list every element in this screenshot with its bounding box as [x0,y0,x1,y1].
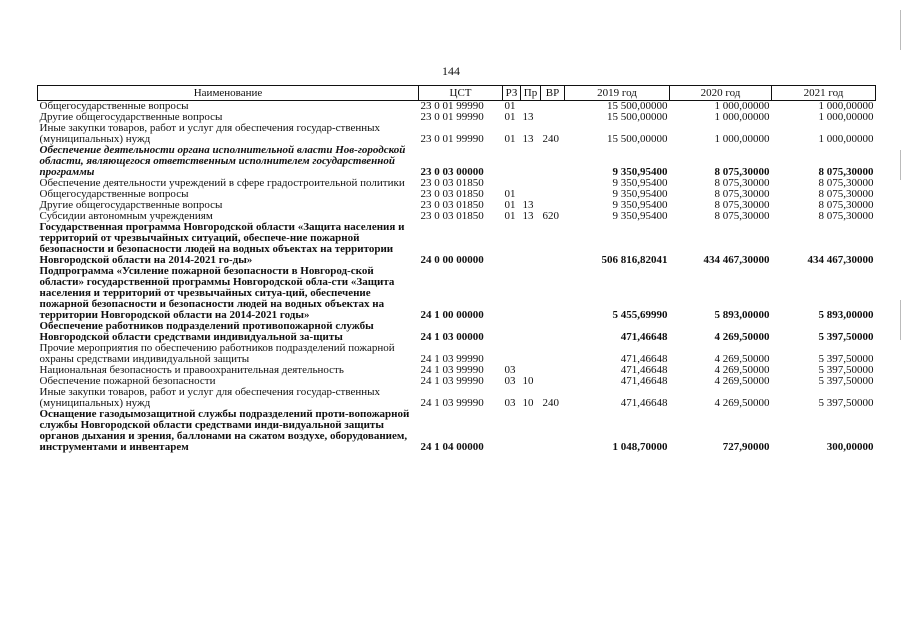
cell-2019: 9 350,95400 [612,210,668,222]
cell-2020: 1 000,00000 [714,100,770,112]
cell-name: Подпрограмма «Усиление пожарной безопасности в Новгород-ской области» государственной программы Новгородской обла-сти «Защита населения и территорий от чрезвычайных ситуа-ций, обеспечение пожарной безопасности и безопасности людей на водных объектах на территории Новгородской области на 2014-2021 годы» [39,265,395,321]
cell-vr [541,101,565,113]
table-row [38,409,876,453]
cell-vr [541,376,565,387]
cell-pr [521,343,541,365]
cell-cst: 23 0 01 99990 [420,133,484,145]
cell-2020: 8 075,30000 [714,210,770,222]
cell-2019: 471,46648 [620,353,668,365]
cell-2020: 4 269,50000 [714,364,770,376]
cell-pr: 13 [522,133,534,145]
column-header-2019: 2019 год [565,86,670,101]
cell-name: Оснащение газодымозащитной службы подразделений проти-вопожарной службы Новгородской области средствами инди-видуальной защиты органов дыхания и зрения, баллонами на сжатом воздухе, оборудованием, инструментами и инвентарем [39,408,410,453]
cell-name: Другие общегосударственные вопросы [39,111,223,123]
cell-2019: 15 500,00000 [607,111,668,123]
cell-pr: 13 [522,210,534,222]
cell-pr [521,409,541,453]
cell-2020: 8 075,30000 [714,199,770,211]
cell-name: Государственная программа Новгородской области «Защита населения и территорий от чрезвычайных ситуаций, обеспече-ние пожарной безопасности и безопасности людей на водных объектах на территории Новгородской области на 2014-2021 го-ды» [39,221,405,266]
cell-2019: 1 048,70000 [612,441,668,453]
cell-cst: 24 1 03 99990 [420,353,484,365]
cell-2021: 434 467,30000 [807,254,874,266]
cell-2020: 8 075,30000 [714,177,770,189]
cell-vr: 240 [542,397,559,409]
cell-2019: 15 500,00000 [607,100,668,112]
cell-name: Национальная безопасность и правоохранительная деятельность [39,364,344,376]
cell-2020: 4 269,50000 [714,331,770,343]
cell-cst: 24 1 03 99990 [420,375,484,387]
scan-edge-mark [900,150,901,180]
cell-pr [521,222,541,266]
cell-pr [521,321,541,343]
cell-2019: 9 350,95400 [612,177,668,189]
cell-rz [503,343,521,365]
cell-pr [521,266,541,321]
table-row [38,123,876,145]
cell-pr: 10 [522,397,534,409]
cell-name: Обеспечение деятельности учреждений в сфере градостроительной политики [39,177,405,189]
cell-name: Прочие мероприятия по обеспечению работников подразделений пожарной охраны средствами индивидуальной защиты [39,342,395,365]
budget-table [37,85,876,453]
table-header-row [38,86,876,101]
cell-cst: 23 0 03 01850 [420,199,484,211]
cell-pr: 13 [522,111,534,123]
cell-vr [541,145,565,178]
cell-2020: 727,90000 [722,441,770,453]
column-header-pr: Пр [521,86,541,101]
cell-rz [503,145,521,178]
cell-cst: 23 0 03 00000 [420,166,484,178]
cell-2021: 8 075,30000 [818,166,874,178]
cell-cst: 24 1 04 00000 [420,441,484,453]
cell-2021: 8 075,30000 [818,188,874,200]
cell-vr [541,112,565,123]
cell-vr [541,222,565,266]
cell-cst: 24 1 00 00000 [420,309,484,321]
table-body [38,101,876,454]
cell-name: Субсидии автономным учреждениям [39,210,213,222]
cell-name: Обеспечение пожарной безопасности [39,375,216,387]
cell-2021: 5 397,50000 [818,353,874,365]
cell-2020: 8 075,30000 [714,166,770,178]
cell-rz: 01 [504,210,516,222]
cell-2019: 9 350,95400 [612,166,668,178]
cell-2019: 15 500,00000 [607,133,668,145]
cell-rz: 01 [504,111,516,123]
cell-cst: 23 0 03 01850 [420,177,484,189]
scan-edge-mark [900,10,901,50]
column-header-rz: РЗ [503,86,521,101]
cell-vr [541,343,565,365]
cell-2020: 4 269,50000 [714,353,770,365]
cell-2019: 471,46648 [620,331,668,343]
cell-rz: 01 [504,199,516,211]
cell-vr [541,321,565,343]
table-row [38,266,876,321]
cell-name: Обеспечение деятельности органа исполнительной власти Нов-городской области, являющегося ответственным исполнителем государственной программы [39,144,406,178]
cell-vr: 240 [542,133,559,145]
cell-name: Иные закупки товаров, работ и услуг для обеспечения государ-ственных (муниципальных) нужд [39,386,381,409]
table-row [38,222,876,266]
cell-2021: 5 397,50000 [818,397,874,409]
cell-cst: 24 1 03 99990 [420,397,484,409]
cell-2020: 1 000,00000 [714,133,770,145]
cell-2019: 5 455,69990 [612,309,668,321]
column-header-name: Наименование [38,86,419,101]
cell-2021: 1 000,00000 [818,111,874,123]
cell-rz: 03 [504,397,516,409]
column-header-cst: ЦСТ [419,86,503,101]
cell-rz [503,266,521,321]
cell-2020: 434 467,30000 [703,254,770,266]
cell-2019: 471,46648 [620,375,668,387]
cell-pr: 10 [522,375,534,387]
cell-cst: 23 0 03 01850 [420,188,484,200]
cell-2020: 5 893,00000 [714,309,770,321]
cell-2021: 300,00000 [826,441,874,453]
table-row [38,321,876,343]
cell-2019: 506 816,82041 [601,254,668,266]
table-row [38,145,876,178]
cell-2020: 4 269,50000 [714,375,770,387]
cell-name: Общегосударственные вопросы [39,188,189,200]
cell-2021: 1 000,00000 [818,133,874,145]
cell-rz: 03 [504,364,516,376]
cell-pr [521,178,541,189]
cell-cst: 23 0 01 99990 [420,100,484,112]
cell-name: Общегосударственные вопросы [39,100,189,112]
cell-pr: 13 [522,199,534,211]
cell-2019: 9 350,95400 [612,188,668,200]
cell-name: Обеспечение работников подразделений противопожарной службы Новгородской области средствами индивидуальной за-щиты [39,320,374,343]
cell-2021: 5 397,50000 [818,364,874,376]
cell-cst: 23 0 03 01850 [420,210,484,222]
cell-vr [541,189,565,200]
cell-2019: 471,46648 [620,364,668,376]
cell-2021: 5 397,50000 [818,375,874,387]
cell-rz: 01 [504,133,516,145]
cell-rz [503,222,521,266]
cell-rz: 01 [504,100,516,112]
cell-name: Иные закупки товаров, работ и услуг для обеспечения государ-ственных (муниципальных) нужд [39,122,381,145]
cell-rz [503,321,521,343]
cell-2021: 1 000,00000 [818,100,874,112]
cell-2019: 9 350,95400 [612,199,668,211]
cell-cst: 24 0 00 00000 [420,254,484,266]
cell-2021: 8 075,30000 [818,199,874,211]
cell-cst: 23 0 01 99990 [420,111,484,123]
cell-2020: 4 269,50000 [714,397,770,409]
cell-pr [521,145,541,178]
cell-2021: 5 893,00000 [818,309,874,321]
column-header-vr: ВР [541,86,565,101]
cell-2020: 1 000,00000 [714,111,770,123]
cell-cst: 24 1 03 00000 [420,331,484,343]
cell-2019: 471,46648 [620,397,668,409]
scan-edge-mark [900,300,901,340]
column-header-2020: 2020 год [670,86,772,101]
cell-vr [541,266,565,321]
cell-vr [541,409,565,453]
cell-2021: 8 075,30000 [818,210,874,222]
cell-2021: 5 397,50000 [818,331,874,343]
cell-vr [541,365,565,376]
cell-vr [541,178,565,189]
cell-rz: 01 [504,188,516,200]
cell-cst: 24 1 03 99990 [420,364,484,376]
page-number: 144 [442,64,460,78]
cell-rz [503,409,521,453]
column-header-2021: 2021 год [772,86,876,101]
cell-2020: 8 075,30000 [714,188,770,200]
table-row [38,387,876,409]
cell-rz: 03 [504,375,516,387]
cell-name: Другие общегосударственные вопросы [39,199,223,211]
cell-2021: 8 075,30000 [818,177,874,189]
table-row [38,343,876,365]
cell-vr: 620 [542,210,559,222]
